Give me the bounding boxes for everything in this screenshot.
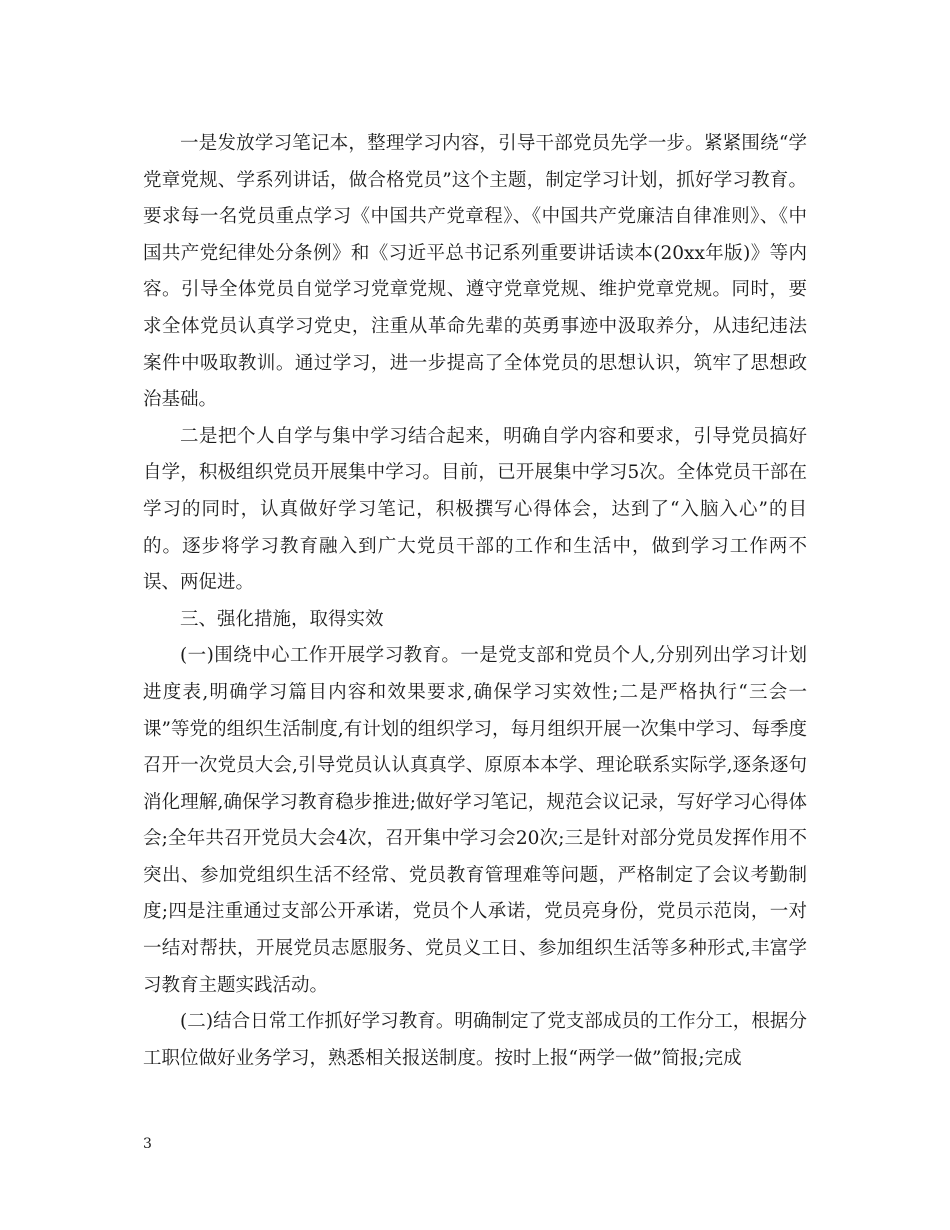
page-number: 3 (143, 1136, 152, 1152)
paragraph-2: 二是把个人自学与集中学习结合起来，明确自学内容和要求，引导党员搞好自学，积极组织党员开展集中学习。目前，已开展集中学习5次。全体党员干部在学习的同时，认真做好学习笔记，积极撰写心得体会，达到了“入脑入心”的目的。逐步将学习教育融入到广大党员干部的工作和生活中，做到学习工作两不误、两促进。 (143, 425, 807, 594)
section-heading: 三、强化措施，取得实效 (180, 608, 384, 630)
paragraph-1: 一是发放学习笔记本，整理学习内容，引导干部党员先学一步。紧紧围绕“学党章党规、学系列讲话，做合格党员”这个主题，制定学习计划，抓好学习教育。要求每一名党员重点学习《中国共产党章程》、《中国共产党廉洁自律准则》、《中国共产党纪律处分条例》和《习近平总书记系列重要讲话读本(20xx年版)》等内容。引导全体党员自觉学习党章党规、遵守党章党规、维护党章党规。同时，要求全体党员认真学习党史，注重从革命先辈的英勇事迹中汲取养分，从违纪违法案件中吸取教训。通过学习，进一步提高了全体党员的思想认识，筑牢了思想政治基础。 (143, 133, 807, 411)
paragraph-3: (一)围绕中心工作开展学习教育。一是党支部和党员个人,分别列出学习计划进度表,明确学习篇目内容和效果要求,确保学习实效性;二是严格执行“三会一课”等党的组织生活制度,有计划的组织学习，每月组织开展一次集中学习、每季度召开一次党员大会,引导党员认认真真学、原原本本学、理论联系实际学,逐条逐句消化理解,确保学习教育稳步推进;做好学习笔记，规范会议记录，写好学习心得体会;全年共召开党员大会4次，召开集中学习会20次;三是针对部分党员发挥作用不突出、参加党组织生活不经常、党员教育管理难等问题，严格制定了会议考勤制度;四是注重通过支部公开承诺，党员个人承诺，党员亮身份，党员示范岗，一对一结对帮扶，开展党员志愿服务、党员义工日、参加组织生活等多种形式,丰富学习教育主题实践活动。 (143, 645, 807, 996)
document-body (143, 126, 807, 1077)
paragraph-4: (二)结合日常工作抓好学习教育。明确制定了党支部成员的工作分工，根据分工职位做好业务学习，熟悉相关报送制度。按时上报“两学一做”简报;完成 (143, 1011, 807, 1069)
